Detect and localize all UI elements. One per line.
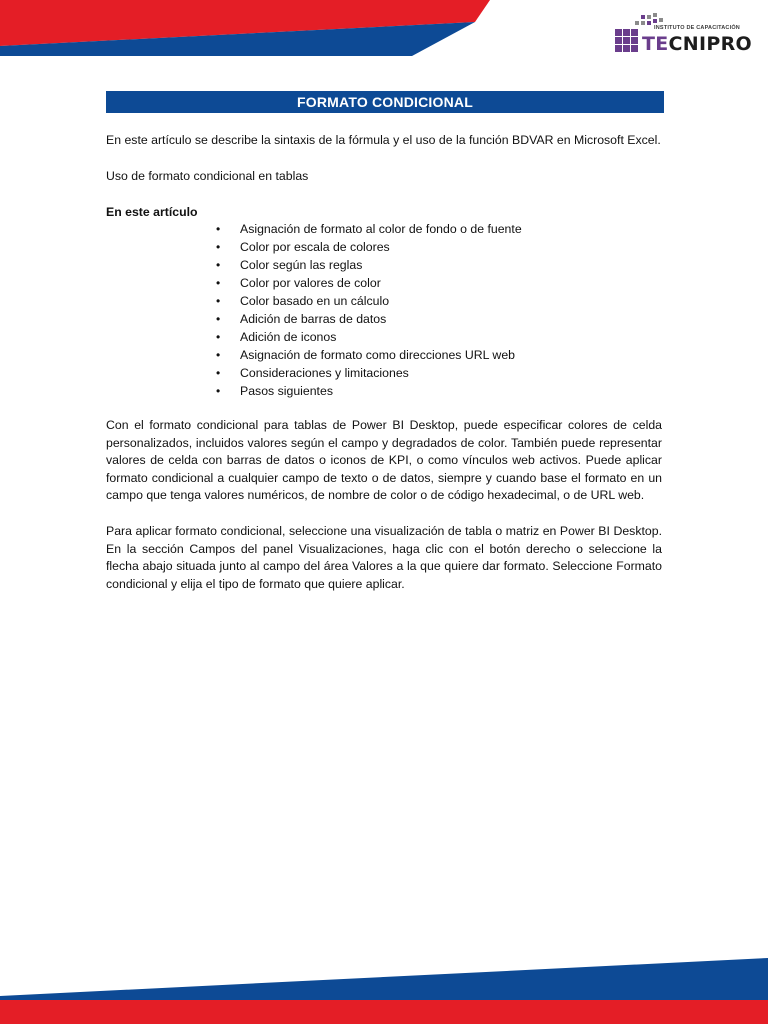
logo-name-prefix: TE: [642, 33, 669, 55]
document-body: [106, 131, 662, 593]
list-item: • Color según las reglas: [240, 256, 662, 274]
list-item: • Color por escala de colores: [240, 238, 662, 256]
subtitle: Uso de formato condicional en tablas: [106, 169, 309, 183]
section-heading: En este artículo: [106, 205, 198, 219]
logo-name: [642, 33, 752, 55]
document-title: FORMATO CONDICIONAL: [106, 91, 664, 113]
list-item: • Color basado en un cálculo: [240, 292, 662, 310]
list-item: • Asignación de formato como direcciones URL web: [240, 346, 662, 364]
list-item: • Asignación de formato al color de fondo o de fuente: [240, 220, 662, 238]
footer-band: [0, 958, 768, 1024]
list-item: • Adición de iconos: [240, 328, 662, 346]
topics-list: [106, 220, 662, 400]
body-paragraph-1: Con el formato condicional para tablas de Power BI Desktop, puede especificar colores de celda personalizados, incluidos valores según el campo y degradados de color. También puede representar valores de celda con barras de datos o iconos de KPI, o como vínculos web activos. Puede aplicar formato condicional a cualquier campo de texto o de datos, siempre y cuando base el formato en un campo que tenga valores numéricos, de nombre de color o de código hexadecimal, o de URL web.: [106, 418, 662, 503]
logo-caption: INSTITUTO DE CAPACITACIÓN: [654, 25, 740, 31]
intro-paragraph: En este artículo se describe la sintaxis de la fórmula y el uso de la función BDVAR en Microsoft Excel.: [106, 133, 661, 147]
list-item: • Pasos siguientes: [240, 382, 662, 400]
logo-name-suffix: CNIPRO: [668, 33, 752, 55]
list-item: • Color por valores de color: [240, 274, 662, 292]
body-paragraph-2: Para aplicar formato condicional, seleccione una visualización de tabla o matriz en Power BI Desktop. En la sección Campos del panel Visualizaciones, haga clic con el botón derecho o seleccione la flecha abajo situada junto al campo del área Valores a la que quiere dar formato. Seleccione Formato condicional y elija el tipo de formato que quiere aplicar.: [106, 523, 662, 591]
tecnipro-logo: [612, 12, 752, 62]
list-item: • Adición de barras de datos: [240, 310, 662, 328]
list-item: • Consideraciones y limitaciones: [240, 364, 662, 382]
